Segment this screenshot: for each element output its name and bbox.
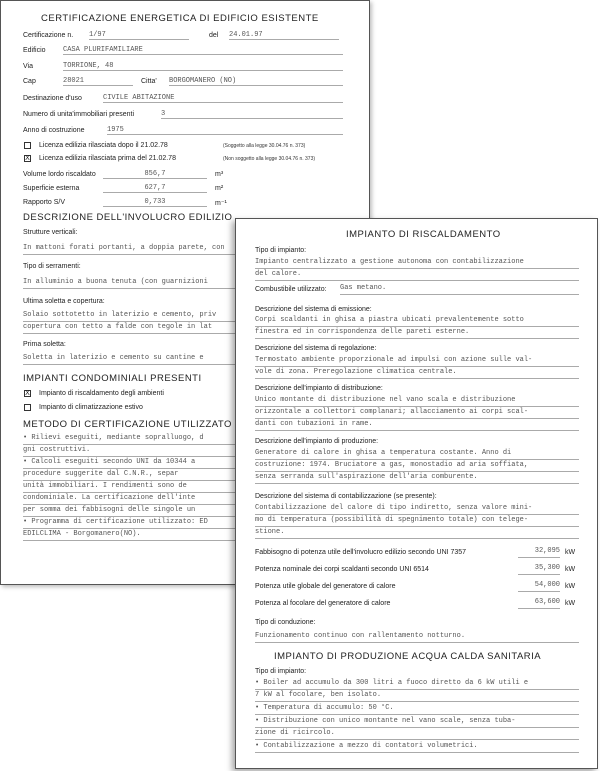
destinazione-value: CIVILE ABITAZIONE [103,94,343,103]
volume-unit: m³ [215,171,224,178]
power-row-label: Fabbisogno di potenza utile dell'involucro edilizio secondo UNI 7357 [255,549,467,556]
power-row-value: 32,095 [518,547,560,558]
serramenti-label: Tipo di serramenti: [23,263,81,270]
combustibile-label: Combustibile utilizzato: [255,286,327,293]
acs-line: 7 kW al focolare, ben isolato. [255,690,579,702]
climatizzazione-checkbox[interactable] [24,404,31,411]
power-row-unit: kW [565,583,576,590]
rapporto-unit: m⁻¹ [215,200,227,207]
metodo-line: condominiale. La certificazione dell'inte [23,493,323,505]
power-row-label: Potenza nominale dei corpi scaldanti secondo UNI 6514 [255,566,429,573]
rapporto-value: 0,733 [103,198,207,207]
power-row-value: 63,600 [518,598,560,609]
riscaldamento-title: IMPIANTO DI RISCALDAMENTO [346,229,501,240]
tipo-impianto-line: del calore. [255,269,579,281]
riscaldamento-label: Impianto di riscaldamento degli ambienti [39,390,164,397]
emissione-line: Corpi scaldanti in ghisa a piastra ubicati prevalentemente sotto [255,315,579,327]
regolazione-label: Descrizione del sistema di regolazione: [255,345,377,352]
cert-number-label: Certificazione n. [23,32,74,39]
volume-value: 856,7 [103,170,207,179]
conduzione-value: Funzionamento continuo con rallentamento notturno. [255,631,579,643]
licenza-prima-note: (Non soggetto alla legge 30.04.76 n. 373) [223,156,316,162]
acs-line: • Distribuzione con unico montante nel vano scale, senza tuba- [255,716,579,728]
rapporto-label: Rapporto S/V [23,199,66,206]
licenza-prima-checkbox[interactable]: X [25,155,30,162]
edificio-value: CASA PLURIFAMILIARE [63,46,343,55]
metodo-line: • Programma di certificazione utilizzato: ED [23,517,323,529]
unita-label: Numero di unita'immobiliari presenti [23,111,135,118]
power-row-unit: kW [565,549,576,556]
contabilizzazione-line: Contabilizzazione del calore di tipo indiretto, senza valore mini- [255,503,579,515]
power-row-label: Potenza utile globale del generatore di calore [255,583,396,590]
via-value: TORRIONE, 48 [63,62,343,71]
citta-value: BORGOMANERO (NO) [169,77,343,86]
anno-label: Anno di costruzione [23,127,85,134]
combustibile-value: Gas metano. [340,283,579,295]
citta-label: Citta' [141,78,157,85]
licenza-dopo-note: (Soggetto alla legge 30.04.76 n. 373) [223,143,306,149]
produzione-line: Generatore di calore in ghisa a temperatura costante. Anno di [255,448,579,460]
anno-value: 1975 [107,126,343,135]
metodo-line: gni costruttivi. [23,445,323,457]
acs-title: IMPIANTO DI PRODUZIONE ACQUA CALDA SANITARIA [274,651,542,662]
distribuzione-label: Descrizione dell'impianto di distribuzione: [255,385,383,392]
impianti-heading: IMPIANTI CONDOMINIALI PRESENTI [23,373,202,384]
ultima-soletta-text-2: copertura con tetto a falde con tegole in lat [23,322,323,334]
tipo-impianto-line: Impianto centralizzato a gestione autonoma con contabilizzazione [255,257,579,269]
metodo-line: unità immobiliari. I rendimenti sono de [23,481,323,493]
cap-value: 28021 [63,77,133,86]
tipo-impianto-label: Tipo di impianto: [255,247,307,254]
licenza-dopo-checkbox[interactable] [24,142,31,149]
volume-label: Volume lordo riscaldato [23,171,96,178]
metodo-heading: METODO DI CERTIFICAZIONE UTILIZZATO [23,419,232,430]
acs-line: zione di ricircolo. [255,728,579,740]
emissione-label: Descrizione del sistema di emissione: [255,306,372,313]
contabilizzazione-line: stione. [255,527,579,539]
conduzione-label: Tipo di conduzione: [255,619,316,626]
licenza-prima-label: Licenza edilizia rilasciata prima del 21.02.78 [39,155,176,162]
power-row-unit: kW [565,600,576,607]
metodo-line: per somma dei fabbisogni delle singole un [23,505,323,517]
power-row-value: 35,300 [518,564,560,575]
contabilizzazione-line: mo di temperatura (possibilità di spegnimento totale) con telege- [255,515,579,527]
climatizzazione-label: Impianto di climatizzazione estivo [39,404,143,411]
distribuzione-line: orizzontale a collettori complanari; allacciamento ai corpi scal- [255,407,579,419]
cap-label: Cap [23,78,36,85]
acs-tipo-label: Tipo di impianto: [255,668,307,675]
via-label: Via [23,63,33,70]
superficie-value: 627,7 [103,184,207,193]
certificate-title: CERTIFICAZIONE ENERGETICA DI EDIFICIO ESISTENTE [41,13,319,24]
superficie-label: Superficie esterna [23,185,80,192]
cert-date-label: del [209,32,219,39]
destinazione-label: Destinazione d'uso [23,95,82,102]
strutture-text: In mattoni forati portanti, a doppia parete, con [23,243,323,255]
acs-line: • Temperatura di accumulo: 50 °C. [255,703,579,715]
ultima-soletta-text-1: Solaio sottotetto in laterizio e cemento, priv [23,310,323,322]
licenza-dopo-label: Licenza edilizia rilasciata dopo il 21.02.78 [39,142,168,149]
superficie-unit: m² [215,185,224,192]
ultima-soletta-label: Ultima soletta e copertura: [23,298,105,305]
riscaldamento-checkbox[interactable]: X [25,390,30,397]
produzione-label: Descrizione dell'impianto di produzione: [255,438,379,445]
unita-value: 3 [161,110,343,119]
prima-soletta-text: Soletta in laterizio e cemento su cantine e [23,353,323,365]
heating-system-page [235,218,598,769]
edificio-label: Edificio [23,47,46,54]
produzione-line: senza serranda sull'aspirazione dell'aria comburente. [255,472,579,484]
cert-date-value: 24.01.97 [229,31,339,40]
distribuzione-line: Unico montante di distribuzione nel vano scala e distribuzione [255,395,579,407]
emissione-line: finestra ed in corrispondenza delle pareti esterne. [255,327,579,339]
power-row-value: 54,000 [518,581,560,592]
acs-line: • Boiler ad accumulo da 300 litri a fuoco diretto da 6 kW utili e [255,678,579,690]
contabilizzazione-label: Descrizione del sistema di contabilizzazione (se presente): [255,493,437,500]
metodo-line: EDILCLIMA - Borgomanero(NO). [23,529,323,541]
prima-soletta-label: Prima soletta: [23,341,66,348]
power-row-unit: kW [565,566,576,573]
metodo-line: procedure suggerite dal C.N.R., separ [23,469,323,481]
regolazione-line: Termostato ambiente proporzionale ad impulsi con azione sulle val- [255,355,579,367]
strutture-label: Strutture verticali: [23,229,78,236]
power-row-label: Potenza al focolare del generatore di calore [255,600,391,607]
metodo-line: • Rilievi eseguiti, mediante sopralluogo, d [23,433,323,445]
acs-line: • Contabilizzazione a mezzo di contatori volumetrici. [255,741,579,753]
metodo-line: • Calcoli eseguiti secondo UNI da 10344 a [23,457,323,469]
produzione-line: costruzione: 1974. Bruciatore a gas, monostadio ad aria soffiata, [255,460,579,472]
cert-number-value: 1/97 [89,31,189,40]
regolazione-line: vole di zona. Preregolazione climatica centrale. [255,367,579,379]
serramenti-text: In alluminio a buona tenuta (con guarnizioni [23,277,323,289]
involucro-heading: DESCRIZIONE DELL'INVOLUCRO EDILIZIO [23,212,233,223]
distribuzione-line: danti con tubazioni in rame. [255,419,579,431]
